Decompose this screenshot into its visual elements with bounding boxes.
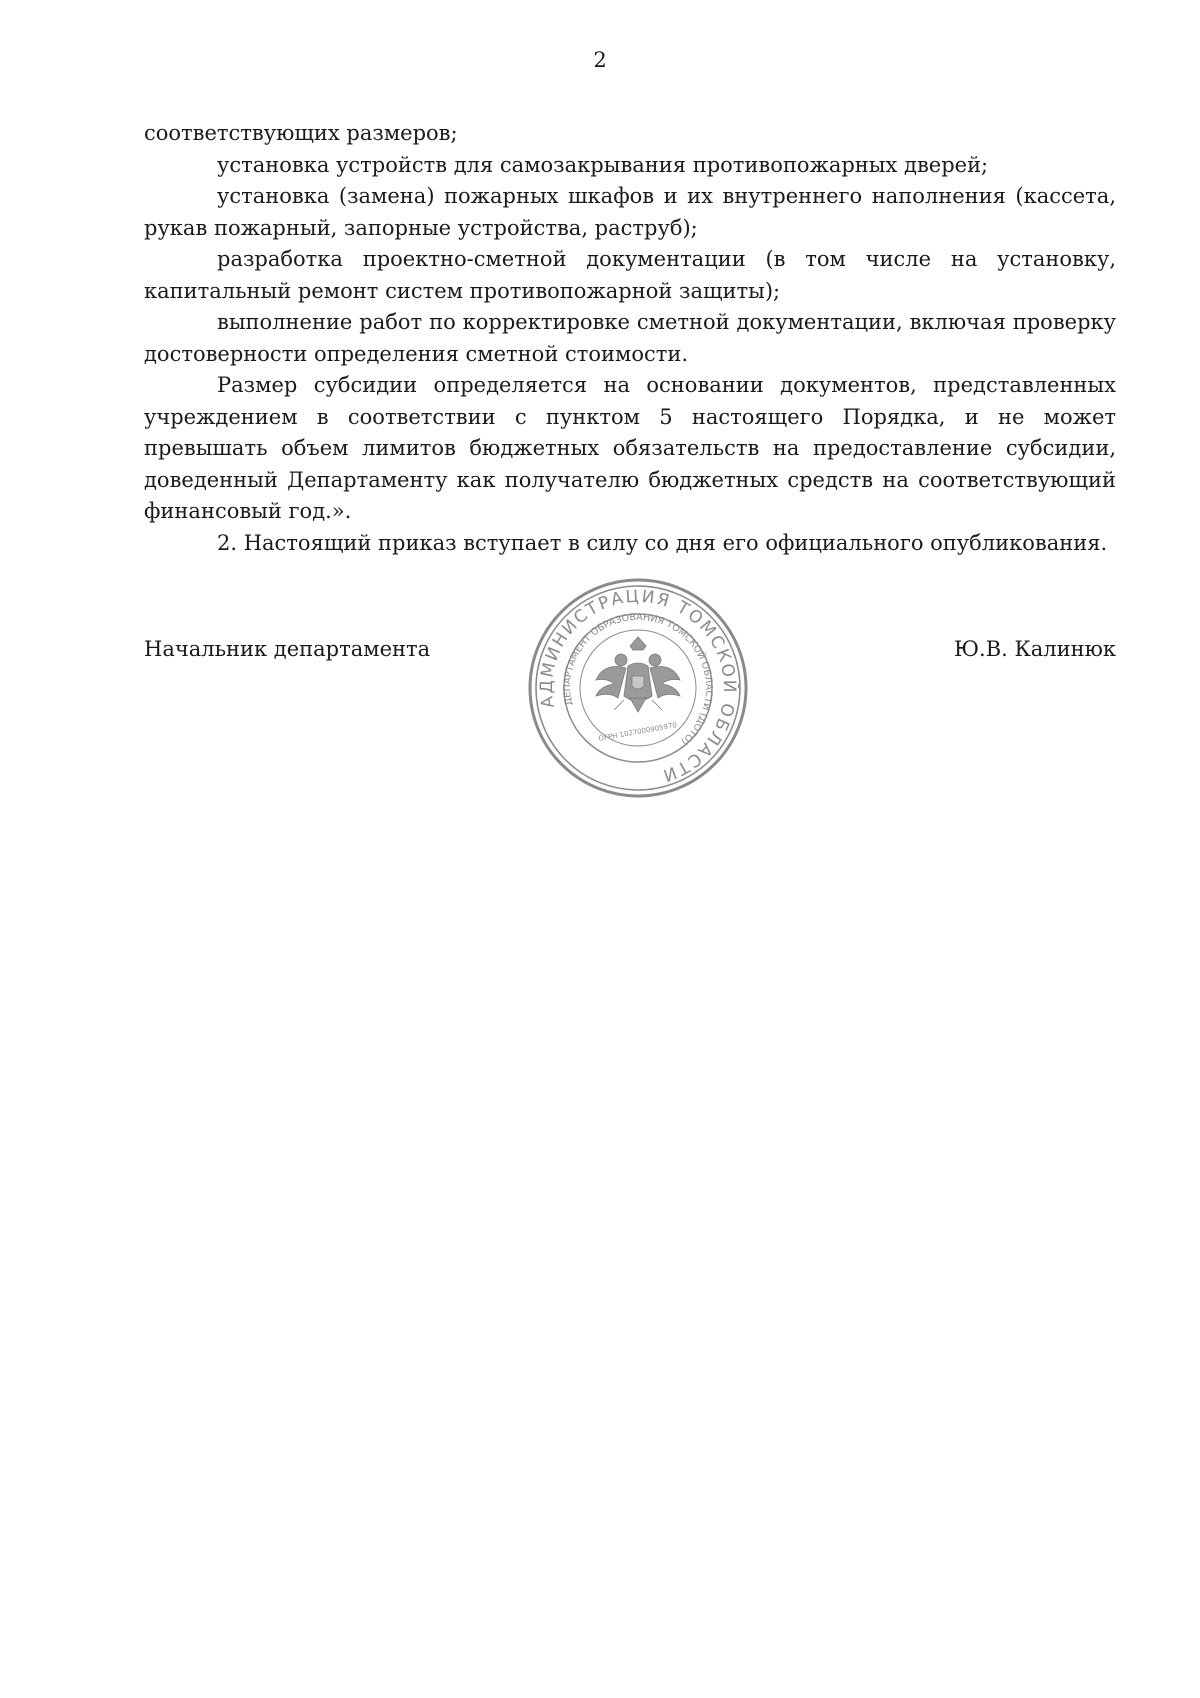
document-body — [144, 118, 1116, 559]
paragraph-4: разработка проектно-сметной документации (в том числе на установку, капитальный ремонт систем противопожарной защиты); — [144, 247, 1116, 303]
paragraph-3: установка (замена) пожарных шкафов и их внутреннего наполнения (кассета, рукав пожарный, запорные устройства, раструб); — [144, 184, 1116, 240]
double-headed-eagle-emblem — [596, 637, 680, 712]
signatory-name: Ю.В. Калинюк — [953, 637, 1116, 661]
svg-text:ОГРН 1027000905970: ОГРН 1027000905970 — [597, 721, 678, 743]
paragraph-5: выполнение работ по корректировке сметной документации, включая проверку достоверности определения сметной стоимости. — [144, 310, 1116, 366]
paragraph-2: установка устройств для самозакрывания противопожарных дверей; — [217, 152, 989, 177]
svg-text:АДМИНИСТРАЦИЯ ТОМСКОЙ ОБЛАСТИ: АДМИНИСТРАЦИЯ ТОМСКОЙ ОБЛАСТИ — [536, 586, 740, 786]
page-number: 2 — [593, 48, 607, 72]
paragraph-1: соответствующих размеров; — [144, 121, 458, 145]
official-stamp — [526, 576, 750, 800]
signatory-position: Начальник департамента — [144, 637, 431, 661]
paragraph-7: 2. Настоящий приказ вступает в силу со дня его официального опубликования. — [217, 530, 1108, 555]
svg-text:ДЕПАРТАМЕНТ ОБРАЗОВАНИЯ ТОМСКО: ДЕПАРТАМЕНТ ОБРАЗОВАНИЯ ТОМСКОЙ ОБЛАСТИ (ДОТО) — [561, 611, 715, 747]
paragraph-6: Размер субсидии определяется на основании документов, представленных учреждением в соответствии с пунктом 5 настоящего Порядка, и не может превышать объем лимитов бюджетных обязательств на предоставление субсидии, доведенный Департаменту как получателю бюджетных средств на соответствующий финансовый год.». — [144, 373, 1116, 523]
